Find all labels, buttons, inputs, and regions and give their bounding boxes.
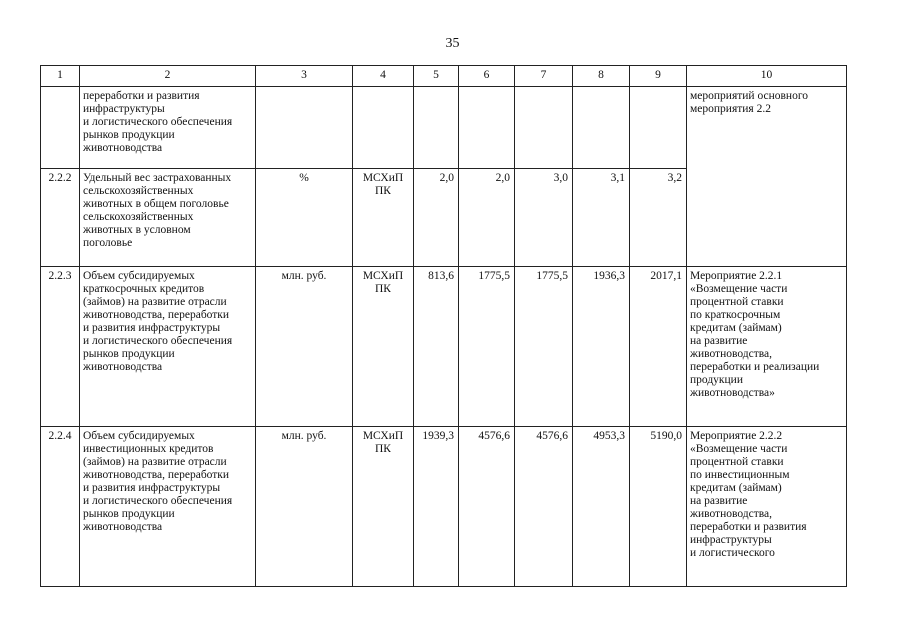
value-cell: 4953,3 — [573, 427, 630, 587]
activity-cell: Мероприятие 2.2.2 «Возмещение части процентной ставки по инвестиционным кредитам (займам) на развитие животноводства, переработки и развития инфраструктуры и логистического — [687, 427, 847, 587]
indicator-name: Объем субсидируемых краткосрочных кредитов (займов) на развитие отрасли животноводства, переработки и развития инфраструктуры и логистического обеспечения рынков продукции животноводства — [80, 267, 256, 427]
table-row — [41, 427, 847, 587]
header-cell: 9 — [630, 66, 687, 87]
header-cell: 7 — [515, 66, 573, 87]
header-cell: 6 — [459, 66, 515, 87]
unit-cell — [256, 87, 353, 169]
activity-cell: мероприятий основного мероприятия 2.2 — [687, 87, 847, 267]
row-number — [41, 87, 80, 169]
header-cell: 10 — [687, 66, 847, 87]
row-number: 2.2.2 — [41, 169, 80, 267]
responsible-cell: МСХиП ПК — [353, 267, 414, 427]
header-cell: 3 — [256, 66, 353, 87]
responsible-cell — [353, 87, 414, 169]
value-cell — [515, 87, 573, 169]
value-cell: 813,6 — [414, 267, 459, 427]
value-cell — [573, 87, 630, 169]
value-cell: 1775,5 — [459, 267, 515, 427]
header-cell: 4 — [353, 66, 414, 87]
value-cell: 2017,1 — [630, 267, 687, 427]
value-cell: 2,0 — [459, 169, 515, 267]
responsible-cell: МСХиП ПК — [353, 169, 414, 267]
value-cell: 4576,6 — [459, 427, 515, 587]
value-cell — [414, 87, 459, 169]
indicators-table — [40, 65, 847, 587]
value-cell: 3,2 — [630, 169, 687, 267]
unit-cell: млн. руб. — [256, 267, 353, 427]
header-cell: 2 — [80, 66, 256, 87]
value-cell: 3,1 — [573, 169, 630, 267]
value-cell: 3,0 — [515, 169, 573, 267]
unit-cell: % — [256, 169, 353, 267]
indicator-name: Удельный вес застрахованных сельскохозяйственных животных в общем поголовье сельскохозяйственных животных в условном поголовье — [80, 169, 256, 267]
value-cell — [630, 87, 687, 169]
value-cell — [459, 87, 515, 169]
indicator-name: переработки и развития инфраструктуры и логистического обеспечения рынков продукции животноводства — [80, 87, 256, 169]
row-number: 2.2.3 — [41, 267, 80, 427]
header-cell: 1 — [41, 66, 80, 87]
indicator-name: Объем субсидируемых инвестиционных кредитов (займов) на развитие отрасли животноводства, переработки и развития инфраструктуры и логистического обеспечения рынков продукции животноводства — [80, 427, 256, 587]
unit-cell: млн. руб. — [256, 427, 353, 587]
activity-cell: Мероприятие 2.2.1 «Возмещение части процентной ставки по краткосрочным кредитам (займам) на развитие животноводства, переработки и реализации продукции животноводства» — [687, 267, 847, 427]
header-cell: 8 — [573, 66, 630, 87]
value-cell: 4576,6 — [515, 427, 573, 587]
row-number: 2.2.4 — [41, 427, 80, 587]
responsible-cell: МСХиП ПК — [353, 427, 414, 587]
table-row — [41, 267, 847, 427]
value-cell: 1939,3 — [414, 427, 459, 587]
value-cell: 1936,3 — [573, 267, 630, 427]
table-row — [41, 87, 847, 169]
value-cell: 5190,0 — [630, 427, 687, 587]
value-cell: 1775,5 — [515, 267, 573, 427]
page-number: 35 — [445, 36, 460, 51]
value-cell: 2,0 — [414, 169, 459, 267]
header-cell: 5 — [414, 66, 459, 87]
header-row — [41, 66, 847, 87]
